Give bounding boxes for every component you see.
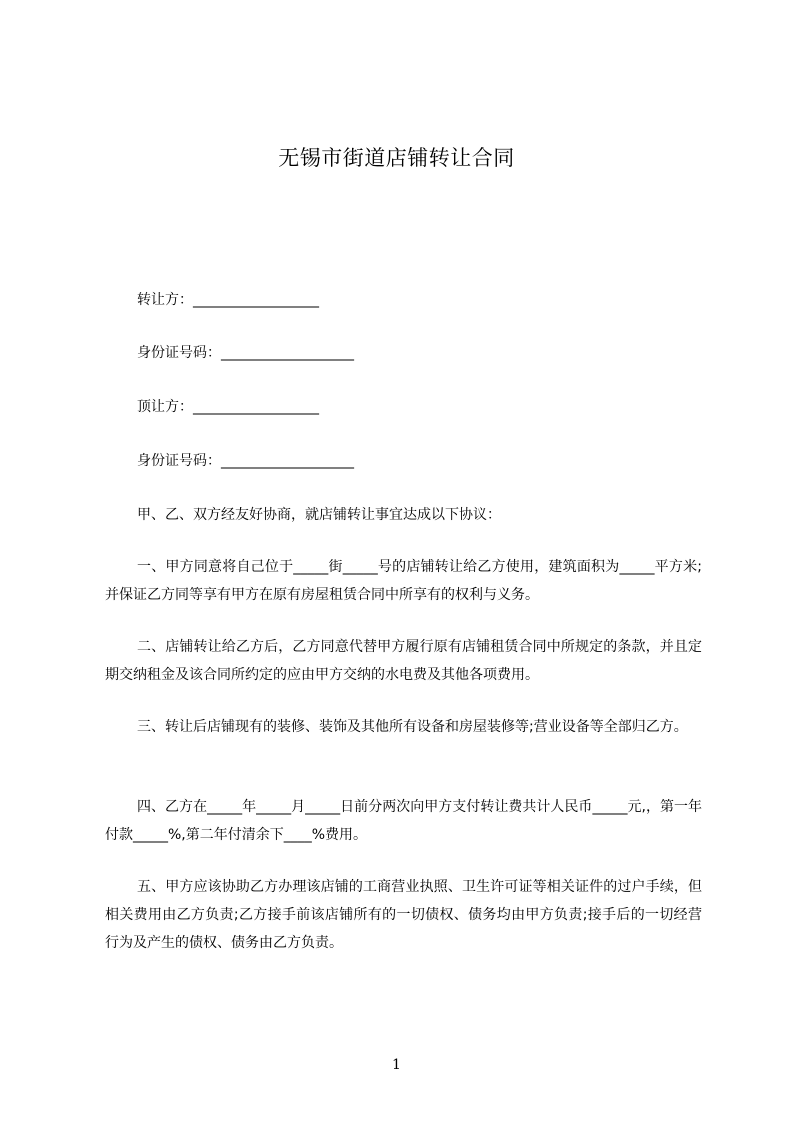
transferor-id-field: 身份证号码：___________________ [137, 345, 354, 361]
clause-2: 二、店铺转让给乙方后，乙方同意代替甲方履行原有店铺租赁合同中所规定的条款，并且定期交纳租金及该合同所约定的应由甲方交纳的水电费及其他各项费用。 [105, 639, 702, 683]
document-title: 无锡市街道店铺转让合同 [278, 146, 515, 170]
clause-1: 一、甲方同意将自己位于_____街_____号的店铺转让给乙方使用，建筑面积为_____平方米;并保证乙方同等享有甲方在原有房屋租赁合同中所享有的权利与义务。 [105, 559, 702, 603]
clause-4: 四、乙方在_____年_____月_____日前分两次向甲方支付转让费共计人民币_____元,，第一年付款_____%,第二年付清余下____%费用。 [105, 799, 702, 843]
transferor-field: 转让方：__________________ [137, 292, 319, 308]
page-number: 1 [392, 1057, 401, 1073]
intro-paragraph: 甲、乙、双方经友好协商，就店铺转让事宜达成以下协议： [137, 507, 501, 523]
clause-5: 五、甲方应该协助乙方办理该店铺的工商营业执照、卫生许可证等相关证件的过户手续，但相关费用由乙方负责;乙方接手前该店铺所有的一切债权、债务均由甲方负责;接手后的一切经营行为及产生的债权、债务由乙方负责。 [105, 879, 702, 951]
transferee-id-field: 身份证号码：___________________ [137, 453, 354, 469]
clause-3: 三、转让后店铺现有的装修、装饰及其他所有设备和房屋装修等;营业设备等全部归乙方。 [137, 719, 688, 735]
transferee-field: 顶让方：__________________ [137, 399, 319, 415]
